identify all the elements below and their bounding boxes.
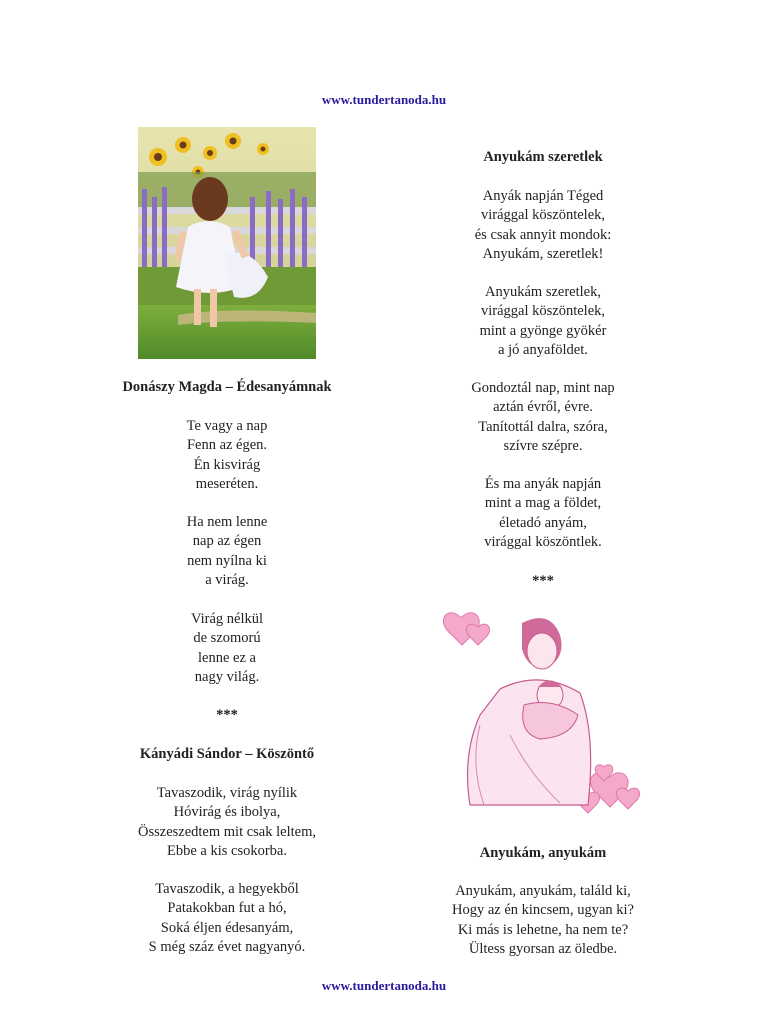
poem-title-koszonto: Kányádi Sándor – Köszöntő	[139, 746, 315, 762]
poem-line: Te vagy a nap	[186, 418, 268, 434]
poem-line: Ha nem lenne	[186, 514, 268, 530]
stanza	[412, 187, 674, 265]
poem-line: és csak annyit mondok:	[474, 226, 612, 243]
poem-title-anyukam-anyukam: Anyukám, anyukám	[479, 845, 607, 861]
poem-line: életadó anyám,	[499, 514, 587, 531]
poem-line: szívre szépre.	[503, 438, 583, 455]
poem-line: nem nyílna ki	[187, 552, 267, 569]
poem-line: Virág nélkül	[190, 611, 263, 627]
poem-line: Anyukám, szeretlek!	[482, 246, 604, 263]
site-url-footer[interactable]: www.tundertanoda.hu	[321, 978, 447, 993]
poem-line: Anyukám, anyukám, találd ki,	[455, 883, 631, 899]
poem-line: lenne ez a	[198, 649, 256, 666]
stanza	[412, 379, 674, 457]
poem-line: a virág.	[205, 572, 249, 589]
poem-line: virággal köszöntelek,	[480, 303, 605, 320]
poem-line: Tanítottál dalra, szóra,	[478, 418, 608, 435]
stanza	[412, 475, 674, 553]
stanza	[96, 513, 358, 591]
poem-line: Gondoztál nap, mint nap	[471, 380, 615, 396]
heart-icon	[616, 788, 639, 809]
poem-line: Ebbe a kis csokorba.	[167, 843, 287, 860]
poem-line: mint a gyönge gyökér	[479, 322, 607, 339]
poem-line: Soká éljen édesanyám,	[160, 919, 294, 936]
separator: ***	[532, 573, 554, 589]
poem-line: de szomorú	[193, 630, 261, 647]
poem-line: Hóvirág és ibolya,	[173, 804, 281, 821]
stanza	[96, 610, 358, 688]
poem-line: meseréten.	[195, 476, 259, 493]
poem-line: aztán évről, évre.	[493, 399, 593, 416]
poem-title-anyukam-szeretlek: Anyukám szeretlek	[483, 149, 603, 165]
poem-line: a jó anyaföldet.	[498, 342, 588, 359]
poem-line: Ki más is lehetne, ha nem te?	[457, 921, 629, 938]
poem-line: Fenn az égen.	[186, 437, 268, 454]
poem-line: És ma anyák napján	[484, 476, 602, 492]
poem-line: nap az égen	[192, 533, 262, 550]
stanza	[96, 880, 358, 958]
poem-line: mint a mag a földet,	[484, 495, 602, 512]
poem-line: Tavaszodik, virág nyílik	[156, 785, 298, 801]
stanza	[412, 283, 674, 361]
stanza	[96, 417, 358, 495]
stanza	[412, 882, 674, 960]
stanza	[96, 784, 358, 862]
poem-title-edesanyamnak: Donászy Magda – Édesanyámnak	[122, 379, 332, 395]
poem-line: Összeszedtem mit csak leltem,	[138, 823, 316, 840]
poem-line: nagy világ.	[194, 669, 260, 686]
poem-line: Anyák napján Téged	[482, 188, 604, 204]
poem-line: Én kisvirág	[193, 456, 261, 473]
poem-line: Hogy az én kincsem, ugyan ki?	[451, 902, 634, 919]
site-url-header[interactable]: www.tundertanoda.hu	[321, 92, 447, 107]
poem-line: Tavaszodik, a hegyekből	[155, 881, 299, 897]
poem-line: Patakokban fut a hó,	[167, 900, 287, 917]
poem-line: S még száz évet nagyanyó.	[148, 939, 306, 956]
mother-and-baby-illustration	[440, 605, 645, 825]
separator: ***	[216, 707, 238, 723]
heart-icon	[466, 624, 489, 645]
girl-in-garden-illustration	[138, 127, 316, 359]
poem-line: virággal köszöntelek,	[480, 207, 605, 224]
poem-line: Ültess gyorsan az öledbe.	[468, 941, 618, 958]
poem-line: virággal köszöntlek.	[484, 534, 602, 551]
poem-line: Anyukám szeretlek,	[485, 284, 601, 300]
